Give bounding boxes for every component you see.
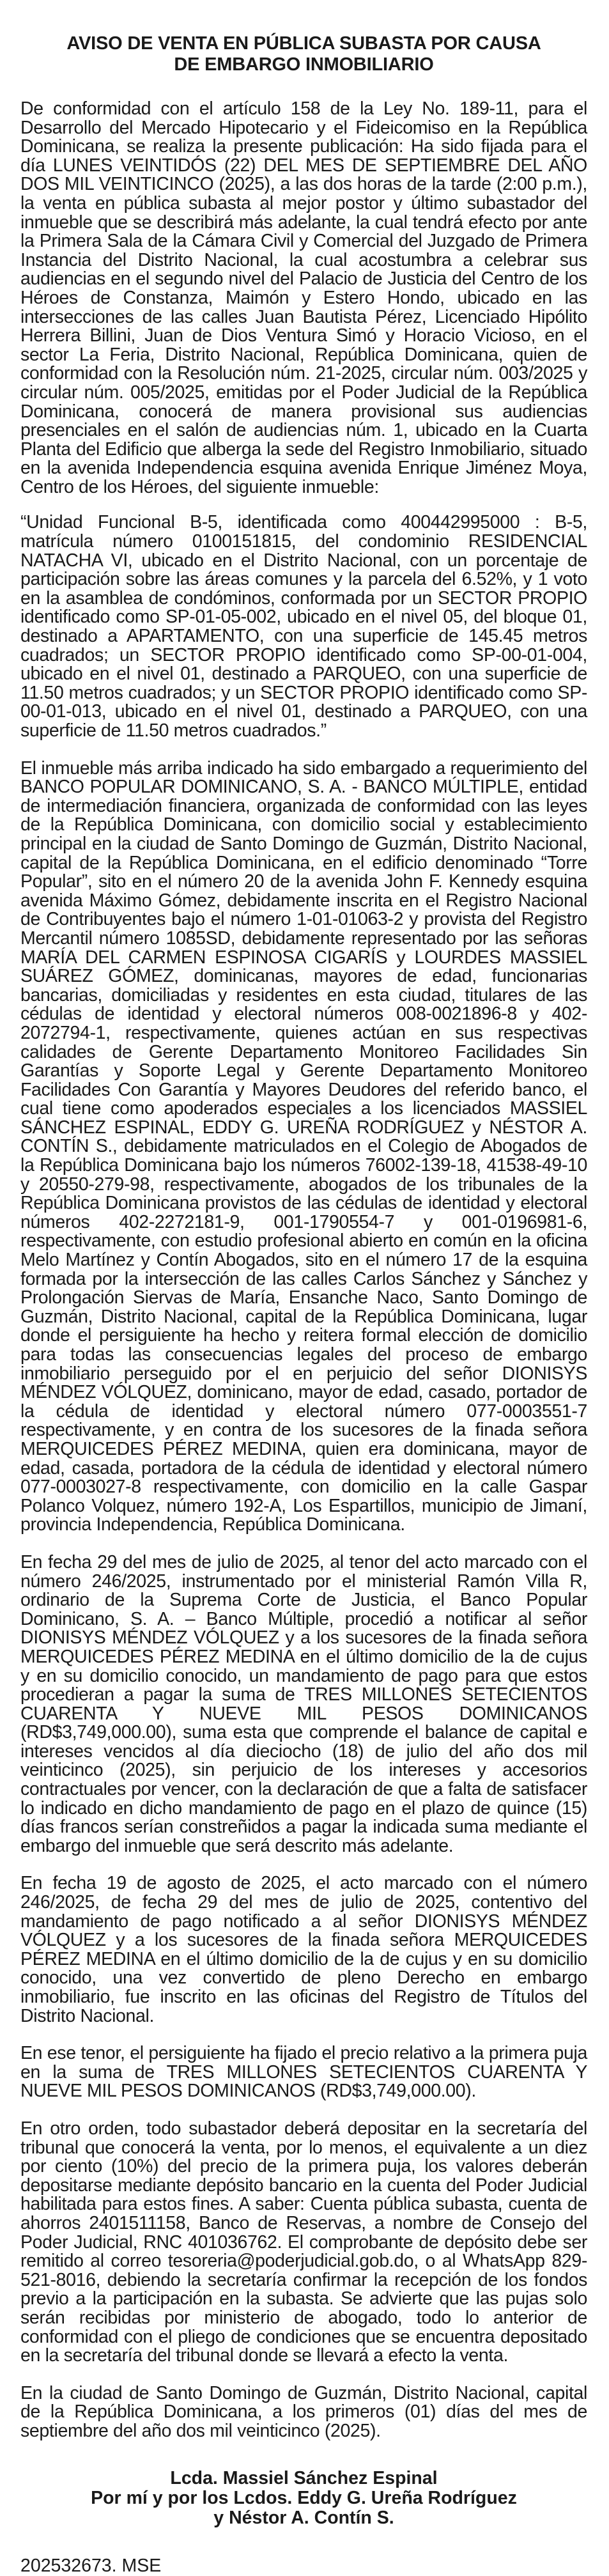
notice-title xyxy=(20,33,587,75)
signature-line-2: Por mí y por los Lcdos. Eddy G. Ureña Rodríguez xyxy=(91,2488,517,2509)
notice-body xyxy=(20,100,587,2440)
paragraph-deposit-requirements: En otro orden, todo subastador deberá depositar en la secretaría del tribunal que conocerá la venta, por lo menos, el equivalente a un diez por ciento (10%) del precio de la primera puja, los valores deberán depositarse mediante depósito bancario en la cuenta del Poder Judicial habilitada para estos fines. A saber: Cuenta pública subasta, cuenta de ahorros 2401511158, Banco de Reservas, a nombre de Consejo del Poder Judicial, RNC 401036762. El comprobante de depósito debe ser remitido al correo tesoreria@poderjudicial.gob.do, o al WhatsApp 829-521-8016, debiendo la secretaría confirmar la recepción de los fondos previo a la participación en la subasta. Se advierte que las pujas solo serán recibidas por ministerio de abogado, todo lo anterior de conformidad con el pliego de condiciones que se encuentra depositado en la secretaría del tribunal donde se llevará a efecto la venta. xyxy=(20,2118,587,2366)
paragraph-place-and-date: En la ciudad de Santo Domingo de Guzmán, Distrito Nacional, capital de la República Dominicana, a los primeros (01) días del mes de septiembre del año dos mil veinticinco (2025). xyxy=(20,2382,587,2441)
signature-line-1: Lcda. Massiel Sánchez Espinal xyxy=(170,2468,438,2489)
paragraph-seizing-parties: El inmueble más arriba indicado ha sido embargado a requerimiento del BANCO POPULAR DOMINICANO, S. A. - BANCO MÚLTIPLE, entidad de intermediación financiera, organizada de conformidad con las leyes de la República Dominicana, con domicilio social y establecimiento principal en la ciudad de Santo Domingo de Guzmán, Distrito Nacional, capital de la República Dominicana, en el edificio denominado “Torre Popular”, sito en el número 20 de la avenida John F. Kennedy esquina avenida Máximo Gómez, debidamente inscrita en el Registro Nacional de Contribuyentes bajo el número 1-01-01063-2 y provista del Registro Mercantil número 1085SD, debidamente representado por las señoras MARÍA DEL CARMEN ESPINOSA CIGARÍS y LOURDES MASSIEL SUÁREZ GÓMEZ, dominicanas, mayores de edad, funcionarias bancarias, domiciliadas y residentes en esta ciudad, titulares de las cédulas de identidad y electoral números 008-0021896-8 y 402-2072794-1, respectivamente, quienes actúan en sus respectivas calidades de Gerente Departamento Monitoreo Facilidades Sin Garantías y Soporte Legal y Gerente Departamento Monitoreo Facilidades Con Garantía y Mayores Deudores del referido banco, el cual tiene como apoderados especiales a los licenciados MASSIEL SÁNCHEZ ESPINAL, EDDY G. UREÑA RODRÍGUEZ y NÉSTOR A. CONTÍN S., debidamente matriculados en el Colegio de Abogados de la República Dominicana bajo los números 76002-139-18, 41538-49-10 y 20550-279-98, respectivamente, abogados de los tribunales de la República Dominicana provistos de las cédulas de identidad y electoral números 402-2272181-9, 001-1790554-7 y 001-0196981-6, respectivamente, con estudio profesional abierto en común en la oficina Melo Martínez y Contín Abogados, sito en el número 17 de la esquina formada por la intersección de las calles Carlos Sánchez y Sánchez y Prolongación Siervas de María, Ensanche Naco, Santo Domingo de Guzmán, Distrito Nacional, capital de la República Dominicana, lugar donde el persiguiente ha hecho y reitera formal elección de domicilio para todas las consecuencias legales del proceso de embargo inmobiliario perseguido por el en perjuicio del señor DIONISYS MÉNDEZ VÓLQUEZ, dominicano, mayor de edad, casado, portador de la cédula de identidad y electoral número 077-0003551-7 respectivamente, y en contra de los sucesores de la finada señora MERQUICEDES PÉREZ MEDINA, quien era dominicana, mayor de edad, casada, portadora de la cédula de identidad y electoral número 077-0003027-8 respectivamente, con domicilio en la calle Gaspar Polanco Volquez, número 192-A, Los Espartillos, municipio de Jimaní, provincia Independencia, República Dominicana. xyxy=(20,757,587,1535)
notice-title-line-1: AVISO DE VENTA EN PÚBLICA SUBASTA POR CAUSA xyxy=(66,33,541,54)
signature-block xyxy=(20,2469,587,2528)
notice-title-line-2: DE EMBARGO INMOBILIARIO xyxy=(174,54,434,75)
paragraph-auction-date: De conformidad con el artículo 158 de la Ley No. 189-11, para el Desarrollo del Mercado Hipotecario y el Fideicomiso en la República Dominicana, se realiza la presente publicación: Ha sido fijada para el día LUNES VEINTIDÓS (22) DEL MES DE SEPTIEMBRE DEL AÑO DOS MIL VEINTICINCO (2025), a las dos horas de la tarde (2:00 p.m.), la venta en pública subasta al mejor postor y último subastador del inmueble que se describirá más adelante, la cual tendrá efecto por ante la Primera Sala de la Cámara Civil y Comercial del Juzgado de Primera Instancia del Distrito Nacional, la cual acostumbra a celebrar sus audiencias en el segundo nivel del Palacio de Justicia del Centro de los Héroes de Constanza, Maimón y Estero Hondo, ubicado en las intersecciones de las calles Juan Bautista Pérez, Licenciado Hipólito Herrera Billini, Juan de Dios Ventura Simó y Horacio Vicioso, en el sector La Feria, Distrito Nacional, República Dominicana, quien de conformidad con la Resolución núm. 21-2025, circular núm. 003/2025 y circular núm. 005/2025, emitidas por el Poder Judicial de la República Dominicana, conocerá de manera provisional sus audiencias presenciales en el salón de audiencias núm. 1, ubicado en la Cuarta Planta del Edificio que alberga la sede del Registro Inmobiliario, situado en la avenida Independencia esquina avenida Enrique Jiménez Moya, Centro de los Héroes, del siguiente inmueble: xyxy=(20,98,587,497)
signature-line-3: y Néstor A. Contín S. xyxy=(213,2508,394,2529)
paragraph-payment-demand: En fecha 29 del mes de julio de 2025, al tenor del acto marcado con el número 246/2025, instrumentado por el ministerial Ramón Villa R, ordinario de la Suprema Corte de Justicia, el Banco Popular Dominicano, S. A. – Banco Múltiple, procedió a notificar al señor DIONISYS MÉNDEZ VÓLQUEZ y a los sucesores de la finada señora MERQUICEDES PÉREZ MEDINA en el último domicilio de la de cujus y en su domicilio conocido, un mandamiento de pago para que estos procedieran a pagar la suma de TRES MILLONES SETECIENTOS CUARENTA Y NUEVE MIL PESOS DOMINICANOS (RD$3,749,000.00), suma esta que comprende el balance de capital e intereses vencidos al día dieciocho (18) de julio del año dos mil veinticinco (2025), sin perjuicio de los intereses y accesorios contractuales por vencer, con la declaración de que a falta de satisfacer lo indicado en dicho mandamiento de pago en el plazo de quince (15) días francos serían constreñidos a pagar la indicada suma mediante el embargo del inmueble que será descrito más adelante. xyxy=(20,1551,587,1856)
publication-reference: 202532673. MSE xyxy=(20,2556,162,2576)
paragraph-first-bid-price: En ese tenor, el persiguiente ha fijado el precio relativo a la primera puja en la suma de TRES MILLONES SETECIENTOS CUARENTA Y NUEVE MIL PESOS DOMINICANOS (RD$3,749,000.00). xyxy=(20,2043,587,2102)
paragraph-property-description: “Unidad Funcional B-5, identificada como 400442995000 : B-5, matrícula número 0100151815, del condominio RESIDENCIAL NATACHA VI, ubicado en el Distrito Nacional, con un porcentaje de participación sobre las áreas comunes y la parcela del 6.52%, y 1 voto en la asamblea de condóminos, conformada por un SECTOR PROPIO identificado como SP-01-05-002, ubicado en el nivel 05, del bloque 01, destinado a APARTAMENTO, con una superficie de 145.45 metros cuadrados; un SECTOR PROPIO identificado como SP-00-01-004, ubicado en el nivel 01, destinado a PARQUEO, con una superficie de 11.50 metros cuadrados; y un SECTOR PROPIO identificado como SP-00-01-013, ubicado en el nivel 01, destinado a PARQUEO, con una superficie de 11.50 metros cuadrados.” xyxy=(20,512,587,741)
paragraph-registration: En fecha 19 de agosto de 2025, el acto marcado con el número 246/2025, de fecha 29 del mes de julio de 2025, contentivo del mandamiento de pago notificado a al señor DIONISYS MÉNDEZ VÓLQUEZ y a los sucesores de la finada señora MERQUICEDES PÉREZ MEDINA en el último domicilio de la de cujus y en su domicilio conocido, una vez convertido de pleno Derecho en embargo inmobiliario, fue inscrito en las oficinas del Registro de Títulos del Distrito Nacional. xyxy=(20,1873,587,2026)
